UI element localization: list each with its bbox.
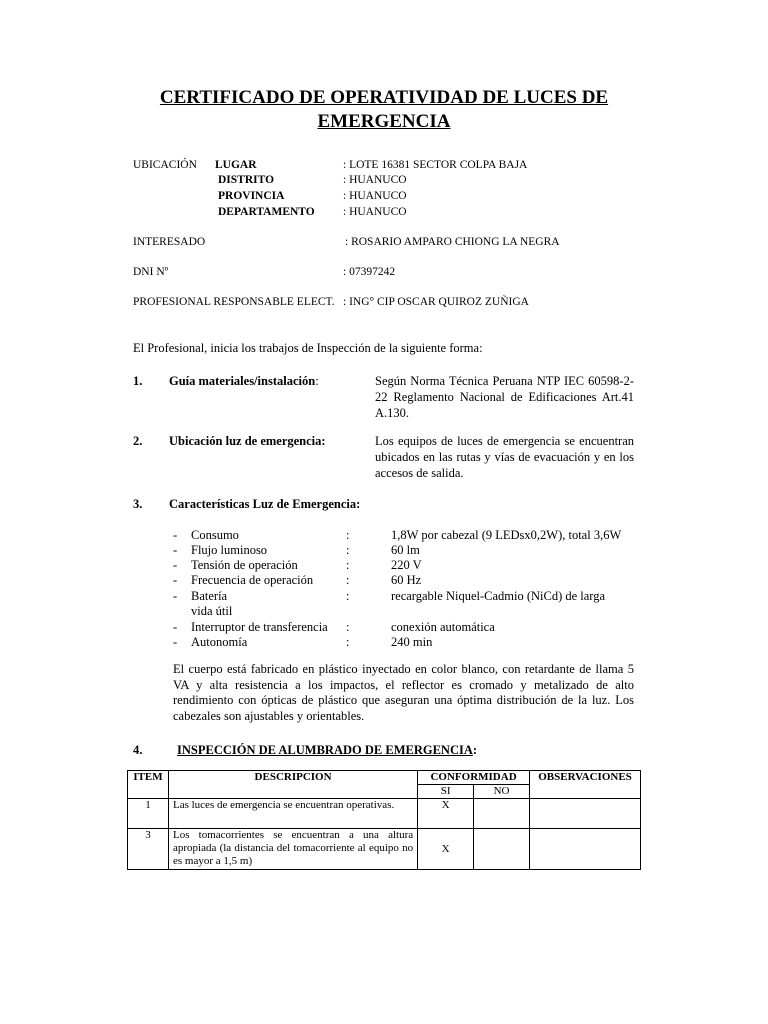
distrito-key: DISTRITO bbox=[218, 174, 275, 186]
lugar-key: LUGAR bbox=[215, 159, 257, 171]
intro-text: El Profesional, inicia los trabajos de Inspección de la siguiente forma: bbox=[133, 341, 483, 355]
spec-value: 240 min bbox=[391, 635, 433, 649]
title-line-1: CERTIFICADO DE OPERATIVIDAD DE LUCES DE bbox=[159, 87, 609, 108]
row-item: 3 bbox=[128, 829, 169, 870]
section-4-colon: : bbox=[472, 743, 478, 757]
section-3-number: 3. bbox=[133, 497, 143, 511]
interesado-label: INTERESADO bbox=[133, 236, 206, 248]
profesional-value: : ING° CIP OSCAR QUIROZ ZUÑIGA bbox=[343, 296, 529, 308]
header-descripcion: DESCRIPCION bbox=[168, 771, 417, 799]
row-item: 1 bbox=[128, 799, 169, 829]
section-4-title: INSPECCIÓN DE ALUMBRADO DE EMERGENCIA bbox=[177, 743, 473, 757]
section-1-heading bbox=[169, 373, 319, 389]
section-1-text: Según Norma Técnica Peruana NTP IEC 60598-2-22 Reglamento Nacional de Edificaciones Art.41 A.130. bbox=[375, 374, 634, 420]
document-title bbox=[120, 86, 648, 134]
spec-value: 60 lm bbox=[391, 543, 420, 557]
row-si: X bbox=[418, 829, 474, 870]
header-conformidad: CONFORMIDAD bbox=[418, 771, 530, 785]
table-row bbox=[128, 799, 641, 829]
section-1-title: Guía materiales/instalación bbox=[169, 374, 316, 388]
spec-colon: : bbox=[346, 620, 350, 634]
section-2-title: Ubicación luz de emergencia: bbox=[169, 434, 326, 448]
spec-colon: : bbox=[346, 635, 350, 649]
spec-dash: - bbox=[173, 528, 178, 542]
spec-dash: - bbox=[173, 589, 178, 603]
section-1-colon: : bbox=[315, 374, 319, 388]
spec-colon: : bbox=[346, 573, 350, 587]
spec-value: 220 V bbox=[391, 558, 422, 572]
row-no bbox=[474, 829, 530, 870]
interesado-value: : ROSARIO AMPARO CHIONG LA NEGRA bbox=[345, 236, 560, 248]
section-4-number: 4. bbox=[133, 743, 143, 757]
row-no bbox=[474, 799, 530, 829]
spec-dash: - bbox=[173, 573, 178, 587]
header-item: ITEM bbox=[128, 771, 169, 799]
spec-dash: - bbox=[173, 543, 178, 557]
spec-label: Flujo luminoso bbox=[191, 543, 268, 557]
spec-colon: : bbox=[346, 528, 350, 542]
departamento-value: : HUANUCO bbox=[343, 206, 407, 218]
row-descripcion: Las luces de emergencia se encuentran operativas. bbox=[168, 799, 417, 829]
spec-label: Tensión de operación bbox=[191, 558, 298, 572]
spec-value: recargable Niquel-Cadmio (NiCd) de larga bbox=[391, 589, 606, 603]
spec-label: Frecuencia de operación bbox=[191, 573, 314, 587]
table-row bbox=[128, 829, 641, 870]
title-line-2: EMERGENCIA bbox=[317, 111, 451, 132]
spec-label: Interruptor de transferencia bbox=[191, 620, 328, 634]
header-no: NO bbox=[474, 785, 530, 799]
dni-value: : 07397242 bbox=[343, 266, 396, 278]
spec-value: conexión automática bbox=[391, 620, 495, 634]
spec-value: 60 Hz bbox=[391, 573, 422, 587]
dni-label: DNI Nº bbox=[133, 266, 169, 278]
spec-colon: : bbox=[346, 589, 350, 603]
spec-colon: : bbox=[346, 543, 350, 557]
section-2-number: 2. bbox=[133, 434, 143, 448]
header-observaciones: OBSERVACIONES bbox=[530, 771, 641, 799]
spec-label-continuation: vida útil bbox=[191, 604, 233, 618]
inspection-table bbox=[127, 770, 641, 870]
lugar-value: : LOTE 16381 SECTOR COLPA BAJA bbox=[343, 159, 528, 171]
section-2-text: Los equipos de luces de emergencia se encuentran ubicados en las rutas y vías de evacuación y en los accesos de salida. bbox=[375, 434, 634, 480]
profesional-label: PROFESIONAL RESPONSABLE ELECT. bbox=[133, 296, 335, 308]
spec-label: Batería bbox=[191, 589, 228, 603]
section-3-title: Características Luz de Emergencia: bbox=[169, 497, 361, 511]
table-header-row bbox=[128, 771, 641, 785]
spec-label: Autonomía bbox=[191, 635, 248, 649]
spec-label: Consumo bbox=[191, 528, 239, 542]
distrito-value: : HUANUCO bbox=[343, 174, 407, 186]
header-si: SI bbox=[418, 785, 474, 799]
row-observaciones bbox=[530, 829, 641, 870]
spec-dash: - bbox=[173, 620, 178, 634]
row-descripcion: Los tomacorrientes se encuentran a una altura apropiada (la distancia del tomacorriente al equipo no es mayor a 1,5 m) bbox=[168, 829, 417, 870]
provincia-value: : HUANUCO bbox=[343, 190, 407, 202]
departamento-key: DEPARTAMENTO bbox=[218, 206, 315, 218]
section-1-number: 1. bbox=[133, 374, 143, 388]
row-observaciones bbox=[530, 799, 641, 829]
row-si: X bbox=[418, 799, 474, 829]
spec-value: 1,8W por cabezal (9 LEDsx0,2W), total 3,6W bbox=[391, 528, 622, 542]
provincia-key: PROVINCIA bbox=[218, 190, 285, 202]
description-paragraph: El cuerpo está fabricado en plástico inyectado en color blanco, con retardante de llama 5 VA y alta resistencia a los impactos, el reflector es cromado y metalizado de alto rendimiento con ópticas de plástico que aseguran una óptima distribución de la luz. Los cabezales son ajustables y orientables. bbox=[173, 662, 634, 723]
spec-dash: - bbox=[173, 635, 178, 649]
section-4-heading bbox=[177, 742, 477, 758]
ubicacion-label: UBICACIÓN bbox=[133, 159, 197, 171]
spec-colon: : bbox=[346, 558, 350, 572]
spec-dash: - bbox=[173, 558, 178, 572]
